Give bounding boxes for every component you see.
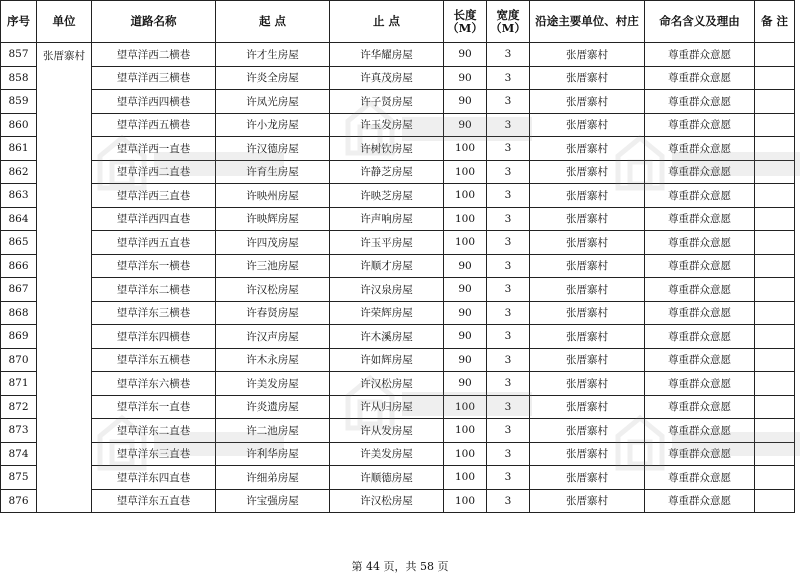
row-number: 859 xyxy=(1,90,37,114)
naming-reason: 尊重群众意愿 xyxy=(645,466,755,490)
table-row xyxy=(1,207,795,231)
along-units: 张厝寨村 xyxy=(530,113,645,137)
along-units: 张厝寨村 xyxy=(530,184,645,208)
column-header: 单位 xyxy=(37,1,92,43)
length-value: 90 xyxy=(444,90,487,114)
length-value: 90 xyxy=(444,43,487,67)
width-value: 3 xyxy=(487,278,530,302)
road-name: 望草洋东六横巷 xyxy=(92,372,216,396)
table-row xyxy=(1,90,795,114)
row-number: 864 xyxy=(1,207,37,231)
width-value: 3 xyxy=(487,301,530,325)
road-name: 望草洋西三直巷 xyxy=(92,184,216,208)
end-point: 许顺才房屋 xyxy=(330,254,444,278)
row-number: 875 xyxy=(1,466,37,490)
table-row xyxy=(1,348,795,372)
naming-reason: 尊重群众意愿 xyxy=(645,419,755,443)
start-point: 许宝强房屋 xyxy=(216,489,330,513)
naming-reason: 尊重群众意愿 xyxy=(645,113,755,137)
table-row xyxy=(1,43,795,67)
road-name: 望草洋东四横巷 xyxy=(92,325,216,349)
end-point: 许汉松房屋 xyxy=(330,489,444,513)
road-name: 望草洋东三横巷 xyxy=(92,301,216,325)
end-point: 许声响房屋 xyxy=(330,207,444,231)
start-point: 许美发房屋 xyxy=(216,372,330,396)
naming-reason: 尊重群众意愿 xyxy=(645,395,755,419)
along-units: 张厝寨村 xyxy=(530,43,645,67)
along-units: 张厝寨村 xyxy=(530,419,645,443)
table-row xyxy=(1,160,795,184)
width-value: 3 xyxy=(487,348,530,372)
road-name: 望草洋西一直巷 xyxy=(92,137,216,161)
start-point: 许利华房屋 xyxy=(216,442,330,466)
table-row xyxy=(1,184,795,208)
along-units: 张厝寨村 xyxy=(530,442,645,466)
start-point: 许三池房屋 xyxy=(216,254,330,278)
table-row xyxy=(1,466,795,490)
start-point: 许汉松房屋 xyxy=(216,278,330,302)
row-number: 861 xyxy=(1,137,37,161)
width-value: 3 xyxy=(487,489,530,513)
remarks xyxy=(755,395,795,419)
end-point: 许美发房屋 xyxy=(330,442,444,466)
table-row xyxy=(1,254,795,278)
remarks xyxy=(755,278,795,302)
length-value: 100 xyxy=(444,207,487,231)
road-name: 望草洋东二直巷 xyxy=(92,419,216,443)
length-value: 90 xyxy=(444,66,487,90)
width-value: 3 xyxy=(487,160,530,184)
along-units: 张厝寨村 xyxy=(530,254,645,278)
remarks xyxy=(755,207,795,231)
end-point: 许玉发房屋 xyxy=(330,113,444,137)
table-header xyxy=(1,1,795,43)
row-number: 863 xyxy=(1,184,37,208)
remarks xyxy=(755,301,795,325)
end-point: 许木溪房屋 xyxy=(330,325,444,349)
table-row xyxy=(1,489,795,513)
length-value: 90 xyxy=(444,301,487,325)
length-value: 100 xyxy=(444,419,487,443)
end-point: 许树钦房屋 xyxy=(330,137,444,161)
naming-reason: 尊重群众意愿 xyxy=(645,137,755,161)
start-point: 许汉德房屋 xyxy=(216,137,330,161)
width-value: 3 xyxy=(487,43,530,67)
length-value: 90 xyxy=(444,348,487,372)
width-value: 3 xyxy=(487,442,530,466)
along-units: 张厝寨村 xyxy=(530,160,645,184)
length-value: 100 xyxy=(444,466,487,490)
end-point: 许如辉房屋 xyxy=(330,348,444,372)
naming-reason: 尊重群众意愿 xyxy=(645,231,755,255)
naming-reason: 尊重群众意愿 xyxy=(645,207,755,231)
along-units: 张厝寨村 xyxy=(530,90,645,114)
remarks xyxy=(755,372,795,396)
remarks xyxy=(755,419,795,443)
width-value: 3 xyxy=(487,137,530,161)
road-name: 望草洋东二横巷 xyxy=(92,278,216,302)
table-row xyxy=(1,419,795,443)
row-number: 867 xyxy=(1,278,37,302)
table-body xyxy=(1,43,795,513)
start-point: 许凤光房屋 xyxy=(216,90,330,114)
length-value: 100 xyxy=(444,231,487,255)
along-units: 张厝寨村 xyxy=(530,489,645,513)
width-value: 3 xyxy=(487,254,530,278)
unit-cell: 张厝寨村 xyxy=(37,43,92,513)
row-number: 869 xyxy=(1,325,37,349)
along-units: 张厝寨村 xyxy=(530,395,645,419)
start-point: 许细弟房屋 xyxy=(216,466,330,490)
road-name: 望草洋东四直巷 xyxy=(92,466,216,490)
table-row xyxy=(1,231,795,255)
width-value: 3 xyxy=(487,90,530,114)
width-value: 3 xyxy=(487,419,530,443)
remarks xyxy=(755,466,795,490)
width-value: 3 xyxy=(487,372,530,396)
row-number: 872 xyxy=(1,395,37,419)
width-value: 3 xyxy=(487,207,530,231)
remarks xyxy=(755,231,795,255)
page-footer: 第 44 页，共 58 页 xyxy=(351,560,449,573)
width-value: 3 xyxy=(487,325,530,349)
length-value: 100 xyxy=(444,442,487,466)
end-point: 许汉泉房屋 xyxy=(330,278,444,302)
naming-reason: 尊重群众意愿 xyxy=(645,184,755,208)
column-header: 宽度 （M） xyxy=(487,1,530,43)
row-number: 858 xyxy=(1,66,37,90)
column-header: 止 点 xyxy=(330,1,444,43)
start-point: 许汉声房屋 xyxy=(216,325,330,349)
column-header: 起 点 xyxy=(216,1,330,43)
row-number: 866 xyxy=(1,254,37,278)
row-number: 876 xyxy=(1,489,37,513)
length-value: 90 xyxy=(444,113,487,137)
row-number: 865 xyxy=(1,231,37,255)
road-name: 望草洋东一直巷 xyxy=(92,395,216,419)
along-units: 张厝寨村 xyxy=(530,207,645,231)
road-name: 望草洋东五横巷 xyxy=(92,348,216,372)
road-name: 望草洋东一横巷 xyxy=(92,254,216,278)
table-row xyxy=(1,113,795,137)
road-name: 望草洋西五直巷 xyxy=(92,231,216,255)
end-point: 许华耀房屋 xyxy=(330,43,444,67)
road-name: 望草洋西五横巷 xyxy=(92,113,216,137)
naming-reason: 尊重群众意愿 xyxy=(645,442,755,466)
row-number: 860 xyxy=(1,113,37,137)
start-point: 许映州房屋 xyxy=(216,184,330,208)
along-units: 张厝寨村 xyxy=(530,137,645,161)
row-number: 870 xyxy=(1,348,37,372)
remarks xyxy=(755,137,795,161)
end-point: 许从发房屋 xyxy=(330,419,444,443)
road-name: 望草洋西三横巷 xyxy=(92,66,216,90)
road-name: 望草洋西二直巷 xyxy=(92,160,216,184)
naming-reason: 尊重群众意愿 xyxy=(645,254,755,278)
naming-reason: 尊重群众意愿 xyxy=(645,160,755,184)
row-number: 868 xyxy=(1,301,37,325)
start-point: 许炎全房屋 xyxy=(216,66,330,90)
column-header: 长度 （M） xyxy=(444,1,487,43)
remarks xyxy=(755,442,795,466)
end-point: 许汉松房屋 xyxy=(330,372,444,396)
end-point: 许从归房屋 xyxy=(330,395,444,419)
remarks xyxy=(755,160,795,184)
remarks xyxy=(755,489,795,513)
row-number: 857 xyxy=(1,43,37,67)
naming-reason: 尊重群众意愿 xyxy=(645,278,755,302)
column-header: 序号 xyxy=(1,1,37,43)
remarks xyxy=(755,184,795,208)
start-point: 许春贤房屋 xyxy=(216,301,330,325)
length-value: 90 xyxy=(444,325,487,349)
width-value: 3 xyxy=(487,113,530,137)
road-name: 望草洋东五直巷 xyxy=(92,489,216,513)
along-units: 张厝寨村 xyxy=(530,278,645,302)
table-row xyxy=(1,278,795,302)
header-row xyxy=(1,1,795,43)
end-point: 许子贤房屋 xyxy=(330,90,444,114)
length-value: 100 xyxy=(444,137,487,161)
table-row xyxy=(1,66,795,90)
row-number: 871 xyxy=(1,372,37,396)
naming-reason: 尊重群众意愿 xyxy=(645,90,755,114)
remarks xyxy=(755,113,795,137)
length-value: 100 xyxy=(444,395,487,419)
column-header: 备 注 xyxy=(755,1,795,43)
length-value: 90 xyxy=(444,372,487,396)
row-number: 873 xyxy=(1,419,37,443)
start-point: 许炎遗房屋 xyxy=(216,395,330,419)
road-name: 望草洋东三直巷 xyxy=(92,442,216,466)
naming-reason: 尊重群众意愿 xyxy=(645,301,755,325)
end-point: 许玉平房屋 xyxy=(330,231,444,255)
remarks xyxy=(755,43,795,67)
length-value: 100 xyxy=(444,489,487,513)
end-point: 许映芝房屋 xyxy=(330,184,444,208)
start-point: 许小龙房屋 xyxy=(216,113,330,137)
row-number: 862 xyxy=(1,160,37,184)
start-point: 许育生房屋 xyxy=(216,160,330,184)
end-point: 许真茂房屋 xyxy=(330,66,444,90)
road-name: 望草洋西四直巷 xyxy=(92,207,216,231)
naming-reason: 尊重群众意愿 xyxy=(645,372,755,396)
naming-reason: 尊重群众意愿 xyxy=(645,489,755,513)
along-units: 张厝寨村 xyxy=(530,372,645,396)
end-point: 许顺德房屋 xyxy=(330,466,444,490)
table-row xyxy=(1,372,795,396)
remarks xyxy=(755,348,795,372)
width-value: 3 xyxy=(487,184,530,208)
remarks xyxy=(755,325,795,349)
road-name: 望草洋西二横巷 xyxy=(92,43,216,67)
naming-reason: 尊重群众意愿 xyxy=(645,348,755,372)
remarks xyxy=(755,90,795,114)
table-row xyxy=(1,301,795,325)
start-point: 许木永房屋 xyxy=(216,348,330,372)
row-number: 874 xyxy=(1,442,37,466)
along-units: 张厝寨村 xyxy=(530,325,645,349)
along-units: 张厝寨村 xyxy=(530,348,645,372)
start-point: 许四茂房屋 xyxy=(216,231,330,255)
end-point: 许荣辉房屋 xyxy=(330,301,444,325)
length-value: 100 xyxy=(444,184,487,208)
length-value: 90 xyxy=(444,254,487,278)
column-header: 命名含义及理由 xyxy=(645,1,755,43)
along-units: 张厝寨村 xyxy=(530,301,645,325)
naming-reason: 尊重群众意愿 xyxy=(645,325,755,349)
along-units: 张厝寨村 xyxy=(530,231,645,255)
naming-reason: 尊重群众意愿 xyxy=(645,66,755,90)
width-value: 3 xyxy=(487,66,530,90)
start-point: 许映辉房屋 xyxy=(216,207,330,231)
column-header: 道路名称 xyxy=(92,1,216,43)
remarks xyxy=(755,66,795,90)
road-name: 望草洋西四横巷 xyxy=(92,90,216,114)
column-header: 沿途主要单位、村庄 xyxy=(530,1,645,43)
end-point: 许静芝房屋 xyxy=(330,160,444,184)
width-value: 3 xyxy=(487,231,530,255)
table-row xyxy=(1,137,795,161)
start-point: 许二池房屋 xyxy=(216,419,330,443)
width-value: 3 xyxy=(487,466,530,490)
width-value: 3 xyxy=(487,395,530,419)
along-units: 张厝寨村 xyxy=(530,66,645,90)
length-value: 90 xyxy=(444,278,487,302)
table-row xyxy=(1,395,795,419)
along-units: 张厝寨村 xyxy=(530,466,645,490)
remarks xyxy=(755,254,795,278)
length-value: 100 xyxy=(444,160,487,184)
table-row xyxy=(1,325,795,349)
start-point: 许才生房屋 xyxy=(216,43,330,67)
naming-reason: 尊重群众意愿 xyxy=(645,43,755,67)
table-row xyxy=(1,442,795,466)
